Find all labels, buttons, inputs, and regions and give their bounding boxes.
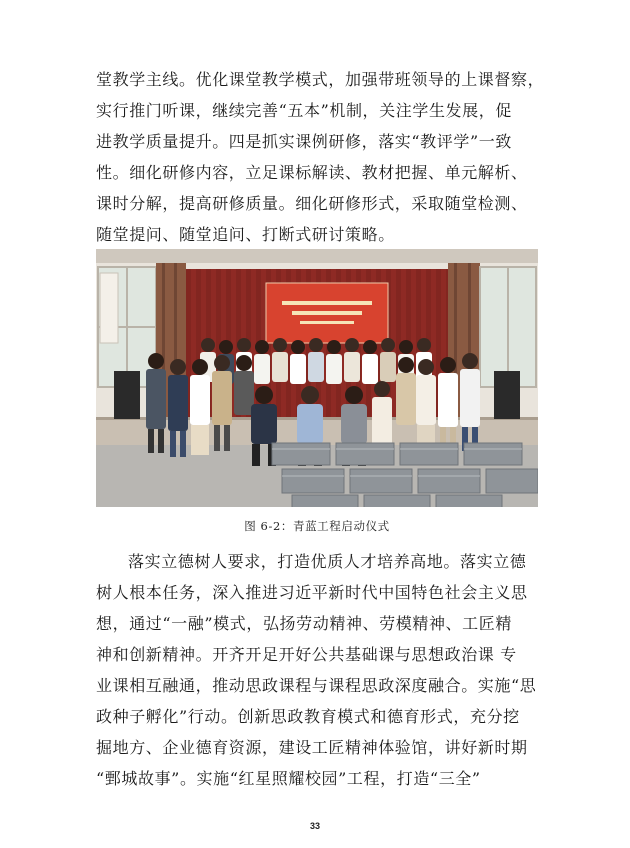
body-paragraph-1: [96, 64, 545, 250]
text-line: “鄄城故事”。实施“红星照耀校园”工程，打造“三全”: [96, 769, 481, 788]
text-line: 性。细化研修内容，立足课标解读、教材把握、单元解析、: [96, 163, 528, 182]
figure-caption: 图 6-2：青蓝工程启动仪式: [244, 519, 390, 533]
ceremony-photo-illustration: [96, 249, 538, 507]
body-paragraph-2: [96, 546, 538, 794]
text-line: 进教学质量提升。四是抓实课例研修，落实“教评学”一致: [96, 132, 512, 151]
text-line: 实行推门听课，继续完善“五本”机制，关注学生发展，促: [96, 101, 512, 120]
ceremony-photo: [96, 249, 538, 507]
text-line: 随堂提问、随堂追问、打断式研讨策略。: [96, 225, 395, 244]
text-line: 想，通过“一融”模式，弘扬劳动精神、劳模精神、工匠精: [96, 614, 512, 633]
text-line: 落实立德树人要求，打造优质人才培养高地。落实立德: [128, 552, 527, 571]
text-line: 树人根本任务，深入推进习近平新时代中国特色社会主义思: [96, 583, 528, 602]
text-line: 政种子孵化”行动。创新思政教育模式和德育形式，充分挖: [96, 707, 520, 726]
text-line: 业课相互融通，推动思政课程与课程思政深度融合。实施“思: [96, 676, 537, 695]
text-line: 神和创新精神。开齐开足开好公共基础课与思想政治课 专: [96, 645, 517, 664]
page-number: 33: [309, 821, 320, 831]
text-line: 课时分解，提高研修质量。细化研修形式，采取随堂检测、: [96, 194, 528, 213]
text-line: 堂教学主线。优化课堂教学模式，加强带班领导的上课督察，: [96, 70, 545, 89]
text-line: 掘地方、企业德育资源，建设工匠精神体验馆，讲好新时期: [96, 738, 528, 757]
